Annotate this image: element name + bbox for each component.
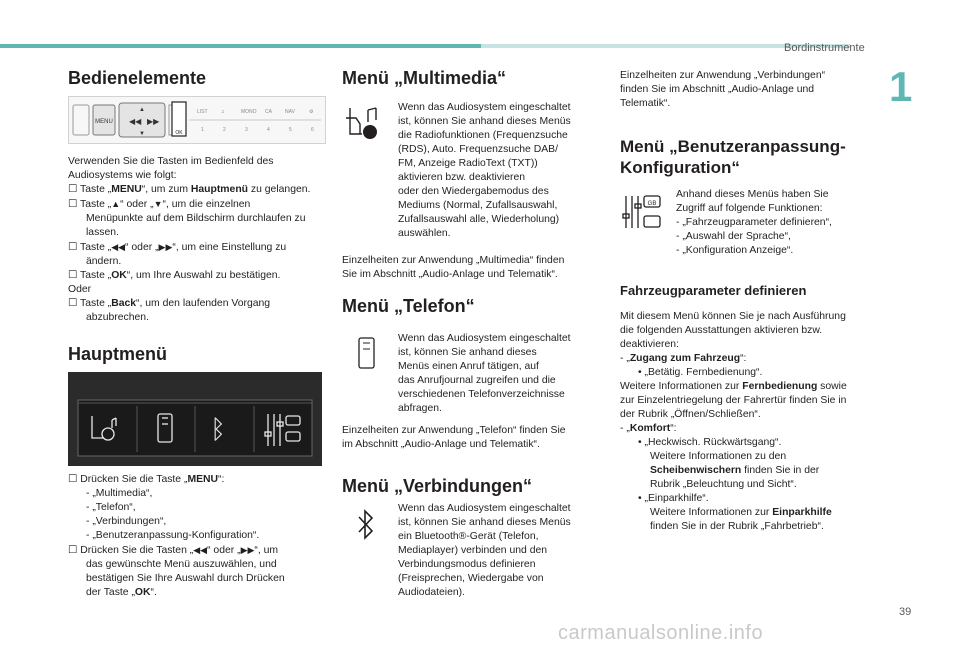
bullet-back: ☐ Taste „Back“, um den laufenden Vorgang [68,298,271,309]
vb-line: ein Bluetooth®-Gerät (Telefon, [398,531,539,542]
config-text [676,188,876,258]
vb-line: Mediaplayer) verbinden und den [398,545,548,556]
config-heading-wrap [620,136,882,178]
telefon-heading-wrap [342,296,602,317]
mm-line: Wenn das Audiosystem eingeschaltet [398,102,571,113]
nav-key-label: NAV [285,109,295,115]
up-key-icon: ▲ [139,107,145,113]
hm-bullet-2-line: bestätigen Sie Ihre Auswahl durch Drücken [86,573,285,584]
hm-bullet-2-last: der Taste „OK“. [86,587,157,598]
bluetooth-icon [356,508,376,547]
fp-comfort-item: • „Heckwisch. Rückwärtsgang“. [638,437,782,448]
verbindungen-heading-wrap [342,476,604,497]
mm-line: auswählen. [398,228,451,239]
hm-list-item: - „Benutzeranpassung-Konfiguration“. [86,530,260,541]
multimedia-text [398,101,604,241]
settings-drawing [620,192,664,232]
bullet-menu: ☐ Taste „MENU“, um zum Hauptmenü zu gelangen. [68,184,311,195]
fp-access-item: • „Betätig. Fernbedienung“. [638,367,763,378]
tel-line: abfragen. [398,403,442,414]
vb-ref-line: finden Sie im Abschnitt „Audio-Anlage und [620,84,815,95]
check-icon: ☐ [68,545,81,556]
vb-ref-line: Telematik“. [620,98,671,109]
fp-access: - „Zugang zum Fahrzeug“: [620,353,747,364]
telefon-heading: Menü „Telefon“ [342,296,475,316]
multimedia-heading: Menü „Multimedia“ [342,68,507,88]
vehicle-params-heading-wrap [620,283,882,299]
bullet-leftright: ☐ Taste „◀◀“ oder „▶▶“, um eine Einstellung zu [68,242,287,253]
fp-comfort-item: • „Einparkhilfe“. [638,493,709,504]
bluetooth-drawing [356,508,376,542]
mainmenu-text [68,473,330,600]
check-icon: ☐ [68,270,81,281]
fp-comfort-info: finden Sie in der Rubrik „Fahrbetrieb“. [650,521,824,532]
mm-line: Mediums (Normal, Zufallsauswahl, [398,200,558,211]
check-icon: ☐ [68,474,81,485]
up-arrow-icon: ▲ [111,199,121,209]
mm-line: Zufallsauswahl alle, Wiederholung) [398,214,560,225]
mm-line: (RDS), Auto. Frequenzsuche DAB/ [398,144,558,155]
forward-key-icon: ▶▶ [147,117,160,126]
multimedia-icon [344,106,388,145]
mm-ref-line: Sie im Abschnitt „Audio-Anlage und Telematik“. [342,269,558,280]
fp-comfort-info: Weitere Informationen zur Einparkhilfe [650,507,832,518]
vb-line: Audiodateien). [398,587,466,598]
phone-drawing [356,336,378,370]
preset-3: 3 [245,127,248,133]
vb-line: Wenn das Audiosystem eingeschaltet [398,503,571,514]
check-icon: ☐ [68,199,81,210]
preset-4: 4 [267,127,270,133]
hm-bullet-2: ☐ Drücken Sie die Tasten „◀◀“ oder „▶▶“, um [68,545,279,556]
header-accent-bar [0,44,481,48]
bk-line: Anhand dieses Menüs haben Sie [676,189,829,200]
check-icon: ☐ [68,184,81,195]
mm-line: die Radiofunktionen (Frequenzsuche [398,130,568,141]
rewind-icon: ◀◀ [193,545,208,555]
fp-intro-line: deaktivieren: [620,339,679,350]
hm-bullet-2-line: das gewünschte Menü auszuwählen, und [86,559,277,570]
bk-line: Zugriff auf folgende Funktionen: [676,203,823,214]
hm-list-item: - „Multimedia“, [86,488,153,499]
tel-ref-line: Einzelheiten zur Anwendung „Telefon“ finden Sie [342,425,566,436]
mm-line: FM, Anzeige RadioText (TXT)) [398,158,538,169]
verbindungen-text [398,502,604,600]
multimedia-ref [342,254,604,282]
multimedia-drawing [344,106,388,140]
list-key-label: LIST [197,109,208,115]
bullet-leftright-line-2: ändern. [86,256,122,267]
bullet-updown-line-3: lassen. [86,227,119,238]
verbindungen-heading: Menü „Verbindungen“ [342,476,533,496]
vb-line: (Freisprechen, Wiedergabe von [398,573,544,584]
vb-ref-line: Einzelheiten zur Anwendung „Verbindungen“ [620,70,826,81]
telefon-text [398,332,604,416]
bullet-back-line-2: abzubrechen. [86,312,149,323]
down-arrow-icon: ▼ [153,199,163,209]
rewind-key-icon: ◀◀ [129,117,142,126]
vb-line: Verbindungsmodus definieren [398,559,536,570]
tel-line: das Anrufjournal zugreifen und die [398,375,556,386]
control-panel-image [68,96,326,144]
ok-key-label: OK [175,130,183,136]
settings-sliders-icon [620,192,664,237]
vehicle-params-text [620,310,882,534]
vehicle-params-heading: Fahrzeugparameter definieren [620,283,807,298]
hm-list-item: - „Verbindungen“, [86,516,167,527]
tel-line: Menüs einen Anruf tätigen, auf [398,361,539,372]
fp-intro-line: die folgenden Ausstattungen aktivieren bzw. [620,325,823,336]
main-menu-screen-image [68,372,322,466]
tel-line: Wenn das Audiosystem eingeschaltet [398,333,571,344]
multimedia-heading-wrap [342,68,602,89]
mm-ref-line: Einzelheiten zur Anwendung „Multimedia“ finden [342,255,565,266]
controls-text [68,155,330,325]
intro-line-2: Audiosystems wie folgt: [68,170,177,181]
settings-key-icon: ⚙ [309,109,314,115]
verbindungen-ref [620,69,882,111]
fp-access-info-line: der Rubrik „Öffnen/Schließen“. [620,409,761,420]
mm-line: oder den Wiedergabemodus des [398,186,549,197]
fp-intro-line: Mit diesem Menü können Sie je nach Ausführung [620,311,846,322]
fp-comfort-info: Weitere Informationen zu den [650,451,787,462]
fp-access-info-line: zur Einzelentriegelung der Fahrertür finden Sie in [620,395,847,406]
mm-line: ist, können Sie anhand dieses Menüs [398,116,571,127]
music-key-icon: ♫ [221,109,225,115]
preset-1: 1 [201,127,204,133]
tel-line: ist, können Sie anhand dieses [398,347,537,358]
menu-key-label: MENU [95,119,113,125]
oder-text: Oder [68,284,92,295]
control-panel-drawing [69,97,325,143]
fp-comfort-info: Rubrik „Beleuchtung und Sicht“. [650,479,797,490]
bullet-updown: ☐ Taste „▲“ oder „▼“, um die einzelnen [68,199,251,210]
vb-line: ist, können Sie anhand dieses Menüs [398,517,571,528]
watermark: carmanualsonline.info [558,622,764,644]
mainmenu-heading-wrap [68,344,330,365]
fp-comfort-info: Scheibenwischern finden Sie in der [650,465,820,476]
hm-list-item: - „Telefon“, [86,502,136,513]
intro-line-1: Verwenden Sie die Tasten im Bedienfeld des [68,156,274,167]
forward-icon: ▶▶ [158,242,173,252]
hm-bullet-1: ☐ Drücken Sie die Taste „MENU“: [68,474,225,485]
controls-heading: Bedienelemente [68,68,207,88]
fp-access-info: Weitere Informationen zur Fernbedienung sowie [620,381,847,392]
down-key-icon: ▼ [139,131,145,137]
page-number: 39 [899,606,912,618]
bk-list-item: - „Konfiguration Anzeige“. [676,245,794,256]
bullet-ok: ☐ Taste „OK“, um Ihre Auswahl zu bestätigen. [68,270,281,281]
fp-comfort: - „Komfort“: [620,423,677,434]
rewind-icon: ◀◀ [111,242,126,252]
preset-5: 5 [289,127,292,133]
bullet-updown-line-2: Menüpunkte auf dem Bildschirm durchlaufen zu [86,213,306,224]
bk-list-item: - „Fahrzeugparameter definieren“, [676,217,832,228]
mono-key-label: MONO [241,109,257,115]
config-heading-line-1: Menü „Benutzeranpassung- [620,137,846,156]
chapter-number: 1 [889,63,913,110]
ca-key-label: CA [265,109,272,115]
mainmenu-heading: Hauptmenü [68,344,167,364]
config-heading-line-2: Konfiguration“ [620,158,740,177]
mm-line: aktivieren bzw. deaktivieren [398,172,526,183]
section-title: Bordinstrumente [784,42,865,54]
forward-icon: ▶▶ [240,545,255,555]
bluetooth-icon: ᛒ [210,414,226,444]
controls-section [68,68,330,89]
check-icon: ☐ [68,298,81,309]
main-menu-screen-drawing [68,372,322,466]
check-icon: ☐ [68,242,81,253]
gb-badge-icon: GB [647,201,657,207]
preset-6: 6 [311,127,314,133]
telefon-ref [342,424,604,452]
bk-list-item: - „Auswahl der Sprache“, [676,231,791,242]
tel-line: verschiedenen Telefonverzeichnisse [398,389,565,400]
preset-2: 2 [223,127,226,133]
tel-ref-line: im Abschnitt „Audio-Anlage und Telematik“. [342,439,540,450]
phone-icon [356,336,378,375]
